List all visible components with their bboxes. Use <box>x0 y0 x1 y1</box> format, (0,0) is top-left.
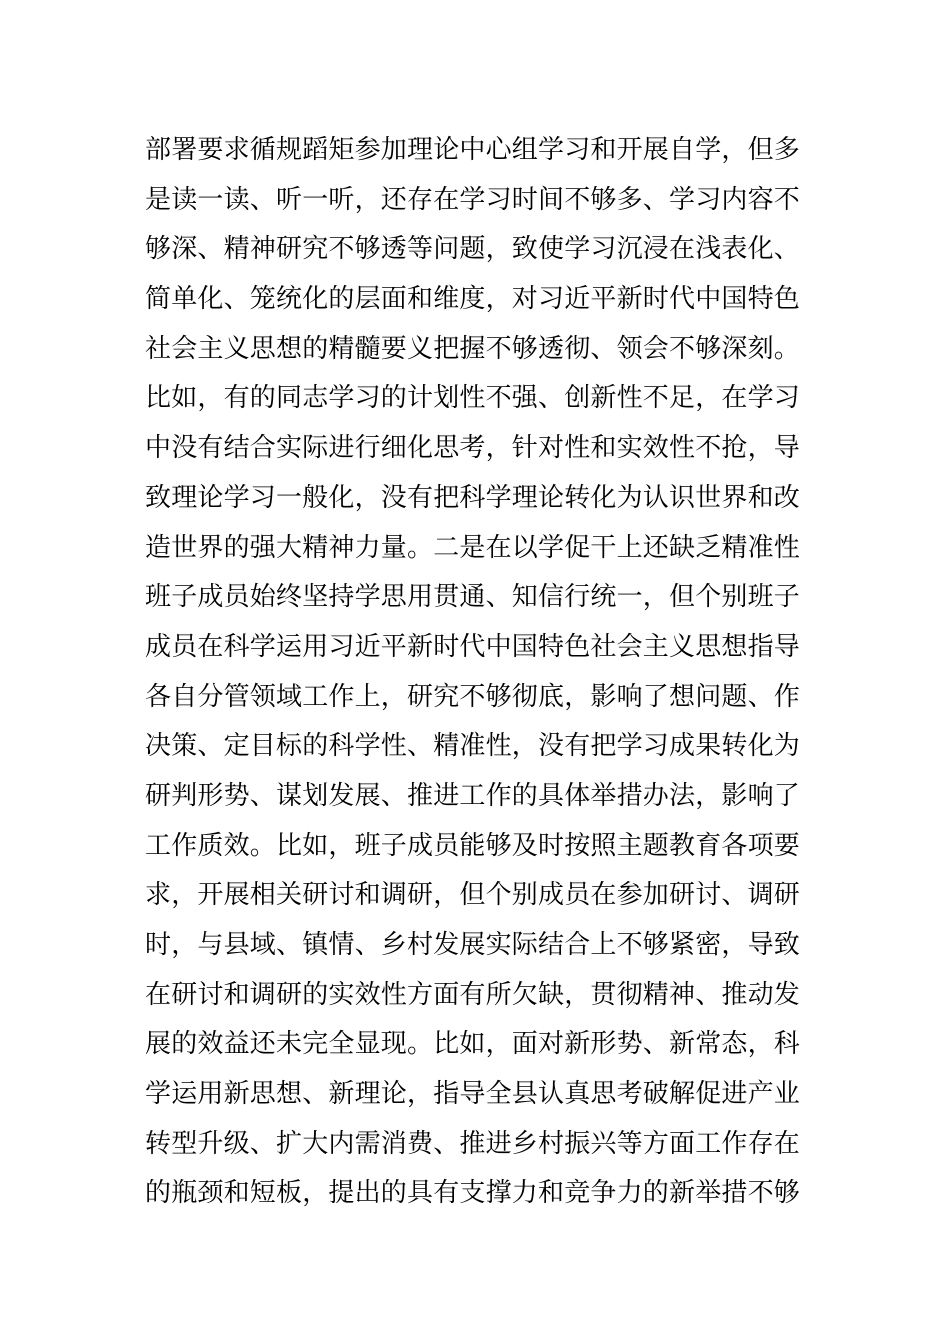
text-line: 部署要求循规蹈矩参加理论中心组学习和开展自学，但多 <box>145 135 801 165</box>
text-line: 成员在科学运用习近平新时代中国特色社会主义思想指导 <box>145 631 801 662</box>
text-line: 工作质效。比如，班子成员能够及时按照主题教育各项要 <box>145 830 801 861</box>
text-line: 社会主义思想的精髓要义把握不够透彻、领会不够深刻。 <box>145 333 801 364</box>
text-line: 致理论学习一般化，没有把科学理论转化为认识世界和改 <box>145 482 801 513</box>
text-line: 班子成员始终坚持学思用贯通、知信行统一，但个别班子 <box>145 582 801 613</box>
text-line: 转型升级、扩大内需消费、推进乡村振兴等方面工作存在 <box>145 1128 801 1159</box>
text-line: 学运用新思想、新理论，指导全县认真思考破解促进产业 <box>145 1079 801 1110</box>
text-line: 够深、精神研究不够透等问题，致使学习沉浸在浅表化、 <box>145 234 801 265</box>
text-line: 是读一读、听一听，还存在学习时间不够多、学习内容不 <box>145 184 801 215</box>
text-line: 求，开展相关研讨和调研，但个别成员在参加研讨、调研 <box>145 880 801 911</box>
body-paragraph <box>145 126 810 1219</box>
text-line: 研判形势、谋划发展、推进工作的具体举措办法，影响了 <box>145 780 801 811</box>
text-line: 展的效益还未完全显现。比如，面对新形势、新常态，科 <box>145 1029 801 1060</box>
text-line: 比如，有的同志学习的计划性不强、创新性不足，在学习 <box>145 383 801 414</box>
text-line: 简单化、笼统化的层面和维度，对习近平新时代中国特色 <box>145 284 801 315</box>
text-line: 造世界的强大精神力量。二是在以学促干上还缺乏精准性 <box>145 532 801 563</box>
text-line: 决策、定目标的科学性、精准性，没有把学习成果转化为 <box>145 731 801 762</box>
text-line: 各自分管领域工作上，研究不够彻底，影响了想问题、作 <box>145 681 801 712</box>
text-line: 在研讨和调研的实效性方面有所欠缺，贯彻精神、推动发 <box>145 979 801 1010</box>
text-line: 的瓶颈和短板，提出的具有支撑力和竞争力的新举措不够 <box>145 1178 801 1209</box>
text-line: 中没有结合实际进行细化思考，针对性和实效性不抢，导 <box>145 433 801 464</box>
text-line: 时，与县域、镇情、乡村发展实际结合上不够紧密，导致 <box>145 930 801 960</box>
